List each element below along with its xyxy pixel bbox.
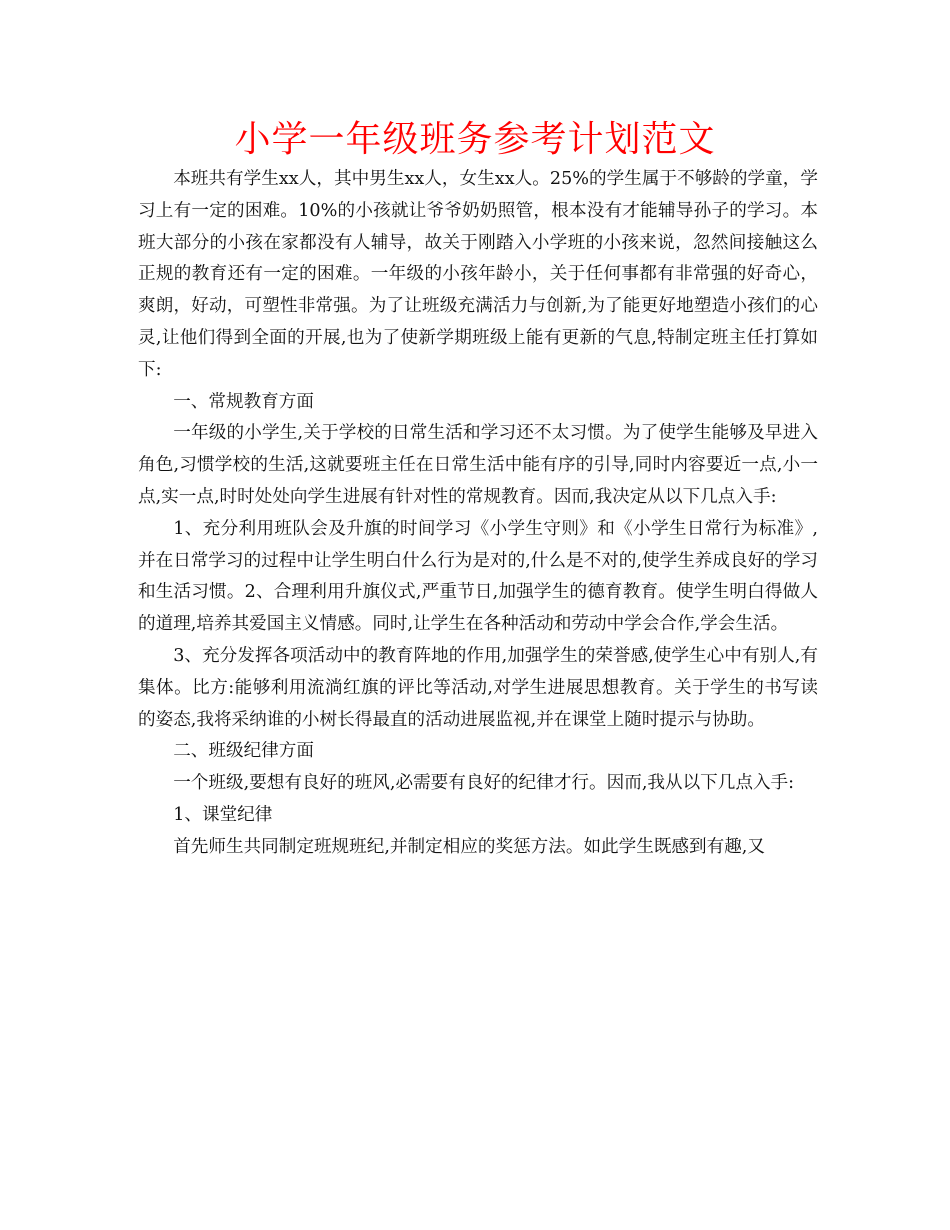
- heading-routine-education: 一、常规教育方面: [173, 391, 314, 412]
- document-title: 小学一年级班务参考计划范文: [234, 119, 716, 160]
- paragraph-routine-education: 一年级的小学生,关于学校的日常生活和学习还不太习惯。为了使学生能够及早进入角色,习惯学校的生活,这就要班主任在日常生活中能有序的引导,同时内容要近一点,小一点,实一点,时时处处向学生进展有针对性的常规教育。因而,我决定从以下几点入手:: [138, 423, 818, 507]
- paragraph-point-1-2: 1、充分利用班队会及升旗的时间学习《小学生守则》和《小学生日常行为标准》,并在日常学习的过程中让学生明白什么行为是对的,什么是不对的,使学生养成良好的学习和生活习惯。2、合理利用升旗仪式,严重节日,加强学生的德育教育。使学生明白得做人的道理,培养其爱国主义情感。同时,让学生在各种活动和劳动中学会合作,学会生活。: [138, 518, 818, 635]
- paragraph-intro: 本班共有学生xx人，其中男生xx人，女生xx人。25%的学生属于不够龄的学童，学习上有一定的困难。10%的小孩就让爷爷奶奶照管，根本没有才能辅导孙子的学习。本班大部分的小孩在家都没有人辅导，故关于刚踏入小学班的小孩来说，忽然间接触这么正规的教育还有一定的困难。一年级的小孩年龄小，关于任何事都有非常强的好奇心，爽朗，好动，可塑性非常强。为了让班级充满活力与创新,为了能更好地塑造小孩们的心灵,让他们得到全面的开展,也为了使新学期班级上能有更新的气息,特制定班主任打算如下:: [138, 169, 818, 380]
- document-body: [138, 164, 818, 864]
- heading-class-discipline: 二、班级纪律方面: [173, 741, 314, 762]
- subheading-classroom-discipline: 1、课堂纪律: [173, 804, 273, 825]
- paragraph-class-discipline: 一个班级,要想有良好的班风,必需要有良好的纪律才行。因而,我从以下几点入手:: [173, 773, 795, 794]
- paragraph-point-3: 3、充分发挥各项活动中的教育阵地的作用,加强学生的荣誉感,使学生心中有别人,有集体。比方:能够利用流淌红旗的评比等活动,对学生进展思想教育。关于学生的书写读的姿态,我将采纳谁的小树长得最直的活动进展监视,并在课堂上随时提示与协助。: [138, 645, 818, 730]
- paragraph-classroom-discipline: 首先师生共同制定班规班纪,并制定相应的奖惩方法。如此学生既感到有趣,又: [173, 836, 765, 857]
